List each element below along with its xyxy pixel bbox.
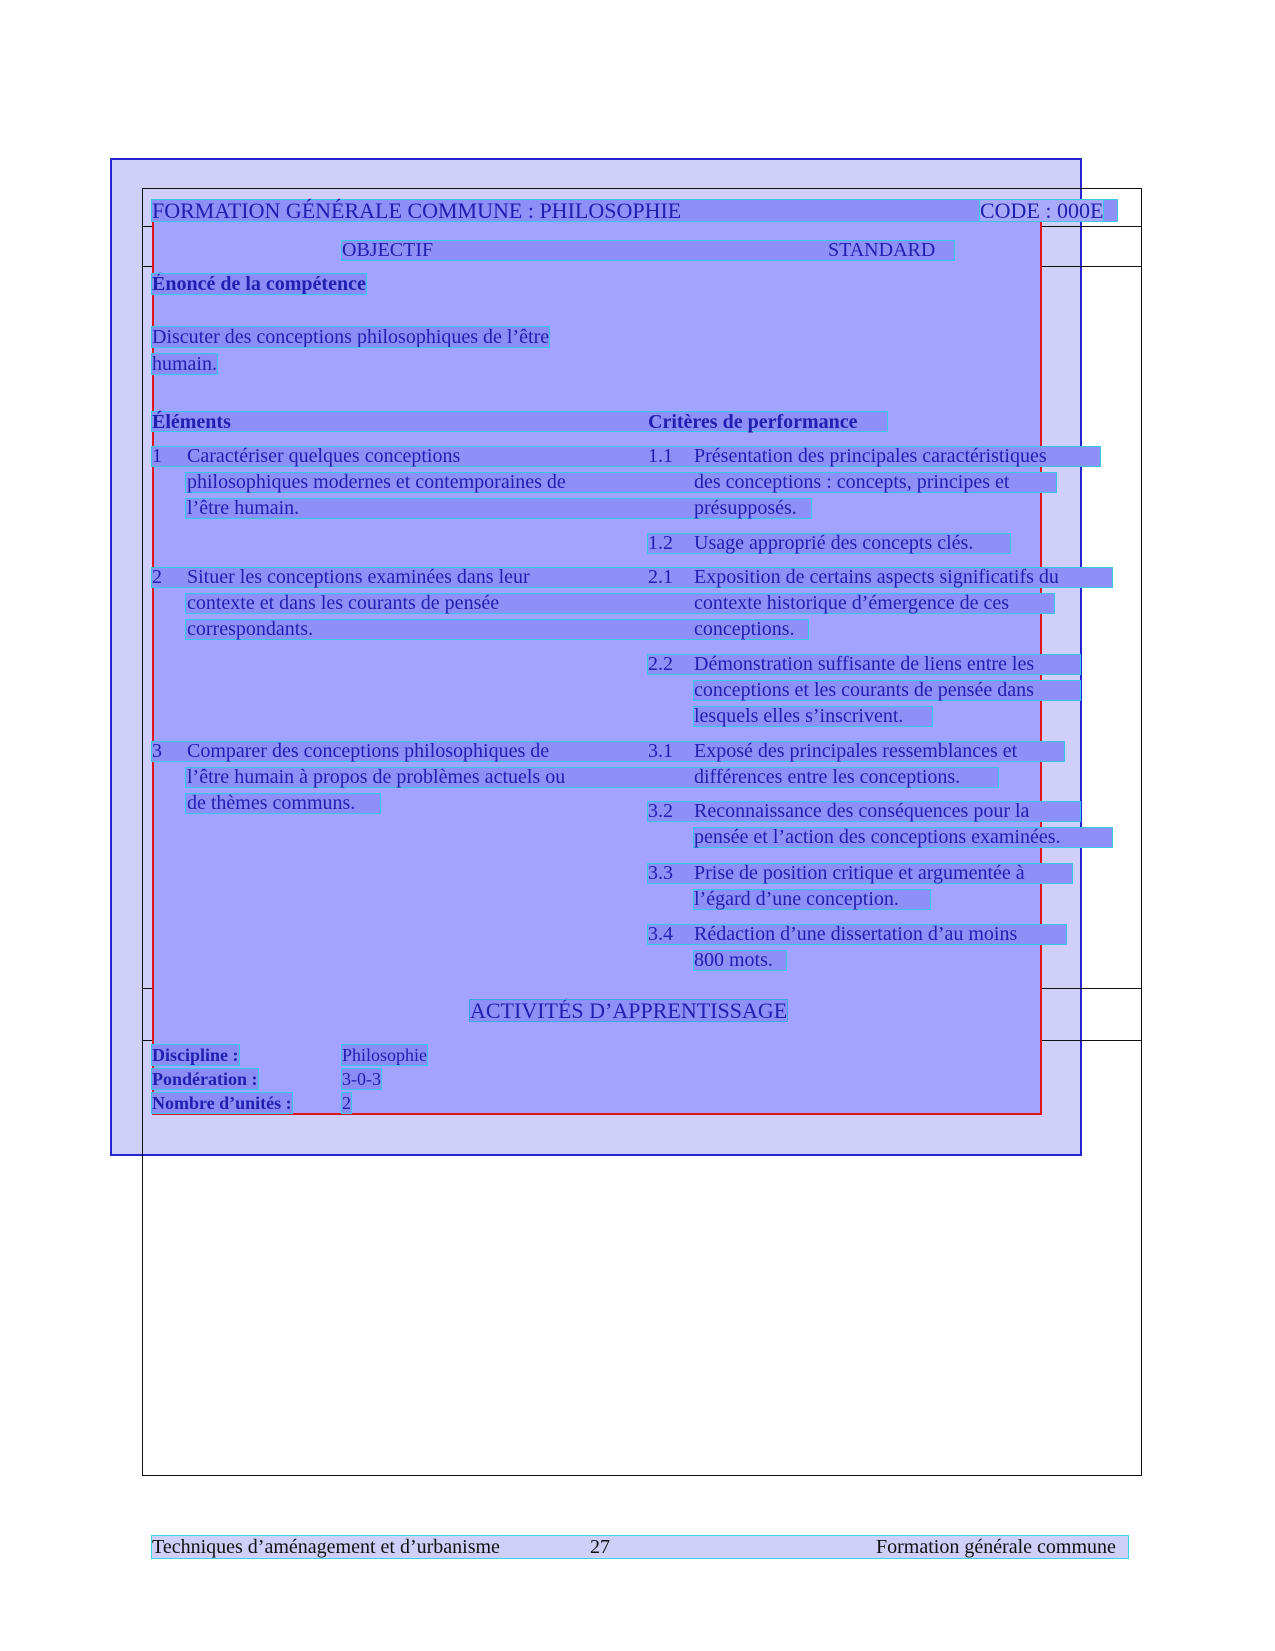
critere-text: 800 mots. bbox=[694, 949, 773, 971]
critere-text: différences entre les conceptions. bbox=[694, 766, 961, 788]
element-text: Situer les conceptions examinées dans leur bbox=[187, 566, 530, 588]
critere-text: Prise de position critique et argumentée à bbox=[694, 862, 1025, 884]
unites-value: 2 bbox=[342, 1093, 351, 1113]
critere-number: 1.2 bbox=[648, 532, 673, 554]
page-number: 27 bbox=[590, 1536, 610, 1558]
critere-text: Présentation des principales caractéristiques bbox=[694, 445, 1047, 467]
element-text: l’être humain. bbox=[187, 497, 300, 519]
critere-text: Rédaction d’une dissertation d’au moins bbox=[694, 923, 1018, 945]
critere-number: 3.4 bbox=[648, 923, 673, 945]
element-text: Caractériser quelques conceptions bbox=[187, 445, 461, 467]
code-label: CODE : 000E bbox=[980, 198, 1104, 223]
critere-number: 1.1 bbox=[648, 445, 673, 467]
element-text: de thèmes communs. bbox=[187, 792, 356, 814]
element-text: l’être humain à propos de problèmes actuels ou bbox=[187, 766, 566, 788]
critere-text: lesquels elles s’inscrivent. bbox=[694, 705, 904, 727]
unites-label: Nombre d’unités : bbox=[152, 1093, 292, 1113]
critere-number: 3.3 bbox=[648, 862, 673, 884]
element-number: 1 bbox=[152, 445, 162, 467]
footer-program: Techniques d’aménagement et d’urbanisme bbox=[152, 1536, 500, 1558]
footer-section: Formation générale commune bbox=[876, 1536, 1116, 1558]
element-text: contexte et dans les courants de pensée bbox=[187, 592, 500, 614]
critere-text: pensée et l’action des conceptions examinées. bbox=[694, 826, 1061, 848]
critere-text: Exposition de certains aspects significatifs du bbox=[694, 566, 1059, 588]
critere-text: Reconnaissance des conséquences pour la bbox=[694, 800, 1030, 822]
critere-number: 3.2 bbox=[648, 800, 673, 822]
critere-number: 3.1 bbox=[648, 740, 673, 762]
critere-text: Démonstration suffisante de liens entre les bbox=[694, 653, 1035, 675]
element-text: philosophiques modernes et contemporaines de bbox=[187, 471, 566, 493]
critere-text: l’égard d’une conception. bbox=[694, 888, 899, 910]
page-title: FORMATION GÉNÉRALE COMMUNE : PHILOSOPHIE bbox=[152, 198, 682, 223]
discipline-label: Discipline : bbox=[152, 1045, 239, 1065]
critere-number: 2.2 bbox=[648, 653, 673, 675]
elements-heading: Éléments bbox=[152, 411, 231, 433]
critere-text: conceptions et les courants de pensée dans bbox=[694, 679, 1034, 701]
critere-text: des conceptions : concepts, principes et bbox=[694, 471, 1010, 493]
competence-text: humain. bbox=[152, 353, 217, 375]
ponderation-value: 3-0-3 bbox=[342, 1069, 381, 1089]
activites-heading: ACTIVITÉS D’APPRENTISSAGE bbox=[470, 998, 788, 1023]
competence-text: Discuter des conceptions philosophiques de l’être bbox=[152, 326, 550, 348]
critere-text: Usage approprié des concepts clés. bbox=[694, 532, 974, 554]
discipline-value: Philosophie bbox=[342, 1045, 428, 1065]
objectif-header: OBJECTIF bbox=[342, 239, 434, 261]
critere-text: présupposés. bbox=[694, 497, 797, 519]
ponderation-label: Pondération : bbox=[152, 1069, 258, 1089]
element-number: 2 bbox=[152, 566, 162, 588]
critere-text: conceptions. bbox=[694, 618, 795, 640]
critere-number: 2.1 bbox=[648, 566, 673, 588]
element-number: 3 bbox=[152, 740, 162, 762]
competence-heading: Énoncé de la compétence bbox=[152, 273, 366, 295]
criteres-heading: Critères de performance bbox=[648, 411, 858, 433]
critere-text: Exposé des principales ressemblances et bbox=[694, 740, 1018, 762]
standard-header: STANDARD bbox=[828, 239, 936, 261]
element-text: Comparer des conceptions philosophiques de bbox=[187, 740, 550, 762]
critere-text: contexte historique d’émergence de ces bbox=[694, 592, 1010, 614]
element-text: correspondants. bbox=[187, 618, 314, 640]
